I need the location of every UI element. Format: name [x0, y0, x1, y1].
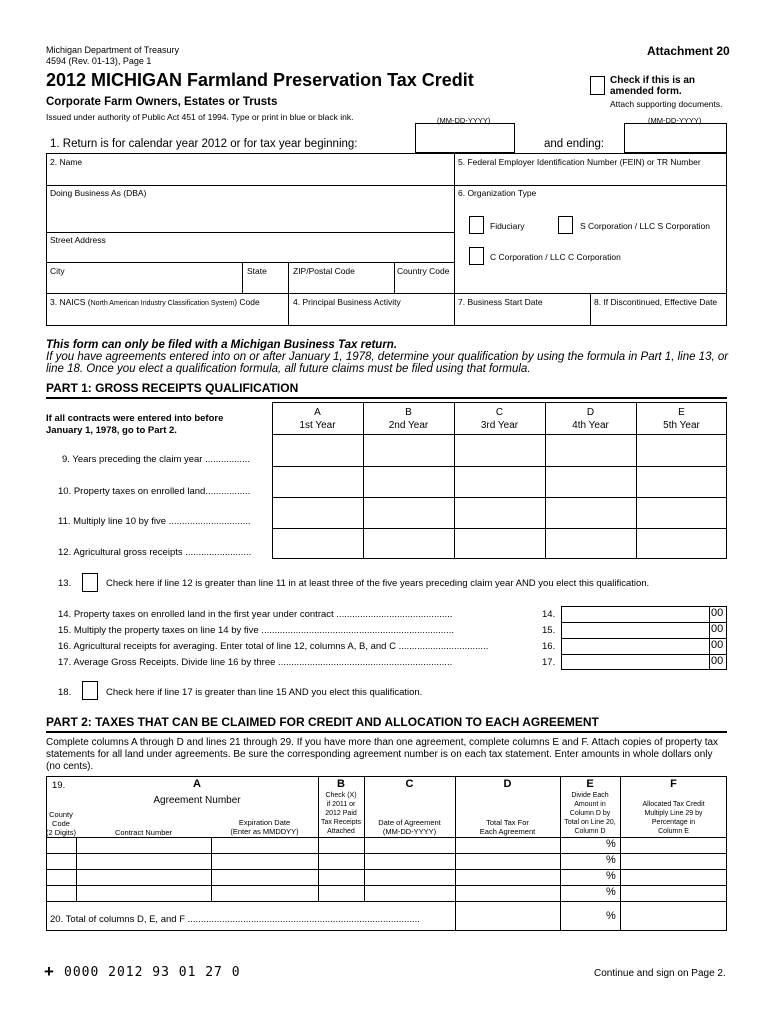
business-start-date-label: 7. Business Start Date: [458, 297, 543, 307]
line16-amount-field[interactable]: [562, 639, 708, 653]
percent-sign-row-2: %: [606, 854, 616, 866]
line18-number: 18.: [58, 687, 72, 698]
line13-checkbox[interactable]: [82, 573, 98, 592]
attach-documents-note: Attach supporting documents.: [610, 99, 723, 109]
amended-form-checkbox[interactable]: [590, 76, 605, 95]
line11-label: 11. Multiply line 10 by five ...............................: [58, 516, 251, 527]
tax-year-end-field[interactable]: [624, 123, 727, 153]
line1-ending-label: and ending:: [544, 138, 605, 150]
percent-sign-row-3: %: [606, 870, 616, 882]
agreement-row-4[interactable]: [47, 886, 726, 900]
line16-cents: 00: [711, 639, 724, 651]
allocated-credit-heading: Allocated Tax Credit Multiply Line 29 by Percentage in Column E: [642, 801, 705, 835]
part1-col-b-header: B 2nd Year: [388, 407, 429, 431]
dba-label: Doing Business As (DBA): [50, 188, 147, 198]
county-code-heading: County Code (2 Digits): [46, 810, 77, 837]
part2-col-c-letter: C: [405, 778, 414, 790]
line13-number: 13.: [58, 578, 72, 589]
line18-checkbox[interactable]: [82, 681, 98, 700]
discontinued-date-label: 8. If Discontinued, Effective Date: [594, 297, 718, 307]
registration-mark: +: [44, 962, 54, 981]
country-code-label: Country Code: [397, 266, 450, 276]
form-subtitle: Corporate Farm Owners, Estates or Trusts: [46, 96, 278, 108]
qualification-notice-2: line 18. Once you elect a qualification formula, all future claims must be filed using that formula.: [46, 363, 531, 375]
line20-label: 20. Total of columns D, E, and F ........................................................................................: [50, 914, 420, 925]
line15-number: 15.: [542, 625, 556, 636]
street-address-label: Street Address: [50, 235, 106, 245]
part1-col-c-header: C 3rd Year: [480, 407, 519, 431]
s-corporation-checkbox[interactable]: [558, 216, 573, 234]
contract-number-heading: Contract Number: [114, 828, 173, 837]
zip-field[interactable]: [290, 277, 392, 292]
s-corporation-label: S Corporation / LLC S Corporation: [580, 221, 710, 231]
organization-type-label: 6. Organization Type: [458, 188, 537, 198]
part1-col-e-header: E 5th Year: [663, 407, 700, 431]
line19-number: 19.: [52, 780, 66, 791]
zip-label: ZIP/Postal Code: [293, 266, 355, 276]
line12-label: 12. Agricultural gross receipts .........................: [58, 547, 252, 558]
line15-amount-field[interactable]: [562, 623, 708, 637]
country-code-field[interactable]: [396, 277, 452, 292]
part2-title: PART 2: TAXES THAT CAN BE CLAIMED FOR CREDIT AND ALLOCATION TO EACH AGREEMENT: [46, 715, 599, 729]
line9-label: 9. Years preceding the claim year .................: [62, 454, 250, 465]
part1-title: PART 1: GROSS RECEIPTS QUALIFICATION: [46, 381, 299, 395]
street-address-field[interactable]: [48, 246, 452, 261]
authority-text: Issued under authority of Public Act 451 of 1994. Type or print in blue or black ink.: [46, 112, 354, 122]
attachment-number: Attachment 20: [647, 44, 730, 58]
part2-col-d-letter: D: [503, 778, 512, 790]
line16-number: 16.: [542, 641, 556, 652]
line14-amount-field[interactable]: [562, 607, 708, 621]
line15-cents: 00: [711, 623, 724, 635]
agreement-number-heading: Agreement Number: [153, 795, 241, 806]
principal-activity-field[interactable]: [290, 308, 452, 324]
total-tax-heading: Total Tax For Each Agreement: [479, 818, 536, 836]
naics-field[interactable]: [48, 308, 286, 324]
c-corporation-label: C Corporation / LLC C Corporation: [490, 252, 621, 262]
end-date-format: (MM-DD-YYYY): [648, 116, 702, 125]
line17-amount-field[interactable]: [562, 655, 708, 669]
agreement-row-1[interactable]: [47, 838, 726, 852]
line17-number: 17.: [542, 657, 556, 668]
name-label: 2. Name: [50, 157, 83, 167]
amended-form-label: Check if this is an amended form.: [610, 75, 696, 97]
fein-label: 5. Federal Employer Identification Number (FEIN) or TR Number: [458, 157, 701, 167]
line13-text: Check here if line 12 is greater than line 11 in at least three of the five years preceding claim year AND you elect this qualification.: [106, 578, 650, 589]
city-field[interactable]: [48, 277, 240, 292]
part2-col-f-letter: F: [670, 778, 677, 790]
percent-sign-row-4: %: [606, 886, 616, 898]
dba-field[interactable]: [48, 200, 452, 230]
part1-col-d-header: D 4th Year: [572, 407, 609, 431]
line9-row[interactable]: [273, 435, 726, 465]
line10-label: 10. Property taxes on enrolled land.................: [58, 486, 251, 497]
part1-pre1978-note: If all contracts were entered into before January 1, 1978, go to Part 2.: [46, 413, 224, 436]
expiration-date-heading: Expiration Date (Enter as MMDDYY): [230, 818, 299, 836]
line15-label: 15. Multiply the property taxes on line 14 by five .........................................................................: [58, 625, 454, 636]
line17-label: 17. Average Gross Receipts. Divide line 16 by three ..................................................................: [58, 657, 453, 668]
naics-label: 3. NAICS (North American Industry Classification System) Code: [50, 297, 260, 307]
agreement-date-heading: Date of Agreement (MM-DD-YYYY): [378, 818, 441, 836]
percent-sign-row-1: %: [606, 838, 616, 850]
form-title: 2012 MICHIGAN Farmland Preservation Tax Credit: [46, 70, 474, 90]
tax-year-begin-field[interactable]: [415, 123, 515, 153]
line20-totals-row[interactable]: [456, 902, 726, 930]
fiduciary-checkbox[interactable]: [469, 216, 484, 234]
percentage-heading: Divide Each Amount in Column D by Total on Line 20, Column D: [564, 792, 616, 835]
form-barcode-number: 0000 2012 93 01 27 0: [64, 965, 241, 980]
part1-col-a-header: A 1st Year: [299, 407, 336, 431]
continue-note: Continue and sign on Page 2.: [594, 968, 726, 979]
state-label: State: [247, 266, 267, 276]
percent-sign-total: %: [606, 910, 616, 922]
name-field[interactable]: [48, 168, 452, 184]
discontinued-date-field[interactable]: [592, 308, 725, 324]
line14-label: 14. Property taxes on enrolled land in the first year under contract ............................................: [58, 609, 453, 620]
state-field[interactable]: [244, 277, 286, 292]
business-start-date-field[interactable]: [456, 308, 588, 324]
part2-col-a-letter: A: [193, 778, 201, 790]
line10-row[interactable]: [273, 467, 726, 496]
line14-number: 14.: [542, 609, 556, 620]
c-corporation-checkbox[interactable]: [469, 247, 484, 265]
begin-date-format: (MM-DD-YYYY): [437, 116, 491, 125]
line11-row[interactable]: [273, 498, 726, 527]
line12-row[interactable]: [273, 529, 726, 558]
part2-col-b-letter: B: [337, 778, 345, 790]
fein-field[interactable]: [456, 168, 725, 184]
line16-label: 16. Agricultural receipts for averaging. Enter total of line 12, columns A, B, and C ..................................: [58, 641, 489, 652]
line14-cents: 00: [711, 607, 724, 619]
qualification-notice-1: If you have agreements entered into on or after January 1, 1978, determine your qualification by using the formula in Part 1, line 13, or: [46, 351, 729, 363]
line18-text: Check here if line 17 is greater than line 15 AND you elect this qualification.: [106, 687, 423, 698]
principal-activity-label: 4. Principal Business Activity: [293, 297, 401, 307]
agreement-row-3[interactable]: [47, 870, 726, 884]
filing-notice: This form can only be filed with a Michigan Business Tax return.: [46, 339, 398, 351]
form-id: 4594 (Rev. 01-13), Page 1: [46, 56, 152, 66]
fiduciary-label: Fiduciary: [490, 221, 525, 231]
line1-label: 1. Return is for calendar year 2012 or for tax year beginning:: [50, 138, 358, 150]
part2-instructions: Complete columns A through D and lines 21 through 29. If you have more than one agreement, complete columns E and F. Attach copies of property tax statements for all land under agreements. Be sure the corresponding agreement number is on each tax statement. Enter amounts in whole dollars only (no cents).: [46, 737, 719, 772]
city-label: City: [50, 266, 65, 276]
agency-name: Michigan Department of Treasury: [46, 45, 180, 55]
line17-cents: 00: [711, 655, 724, 667]
tax-receipts-heading: Check (X) if 2011 or 2012 Paid Tax Receipts Attached: [320, 792, 362, 835]
part2-col-e-letter: E: [586, 778, 594, 790]
agreement-row-2[interactable]: [47, 854, 726, 868]
